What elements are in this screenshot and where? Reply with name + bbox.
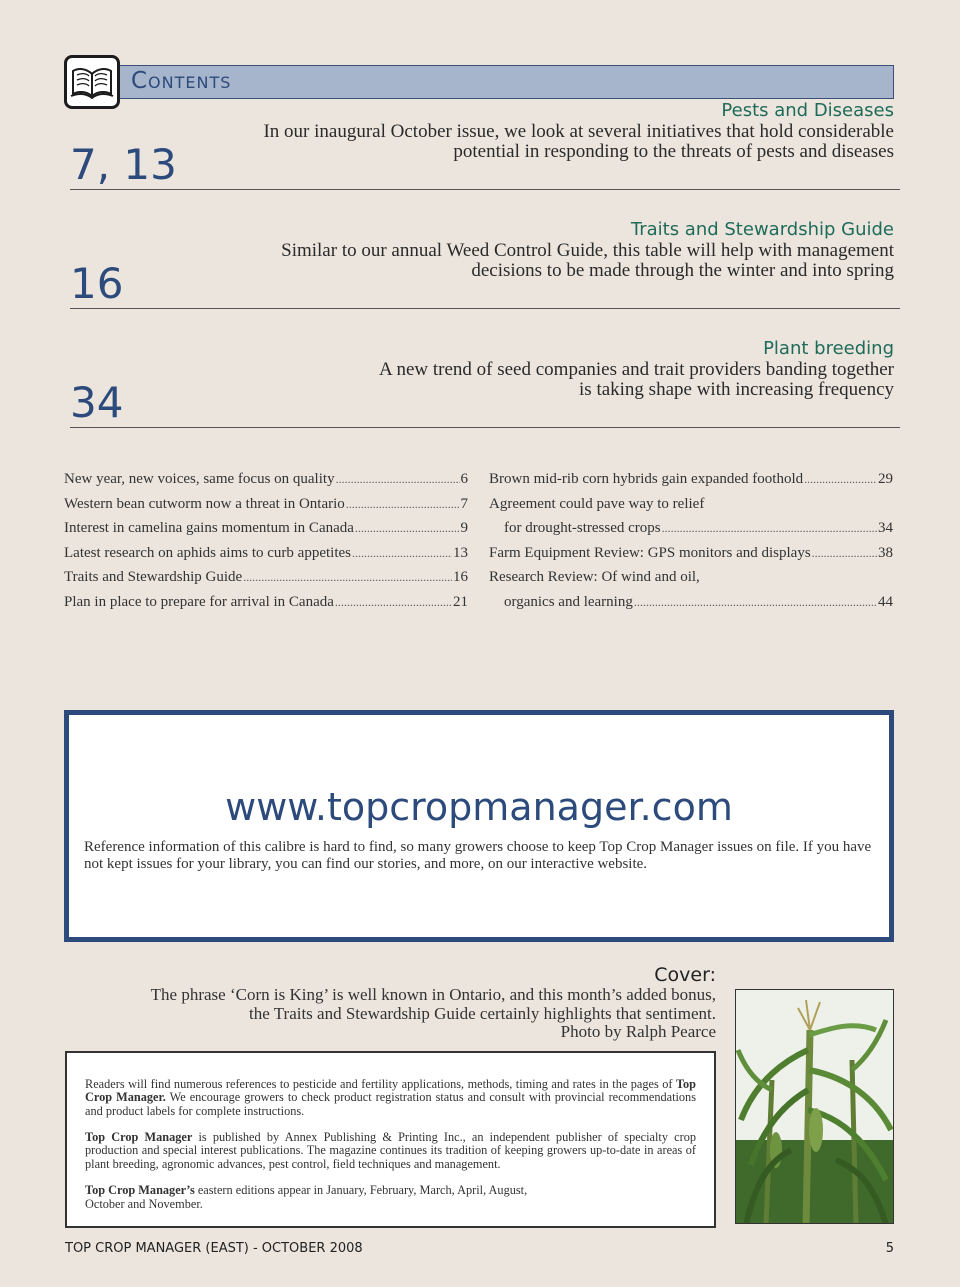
publisher-text: is published by Annex Publishing & Printing Inc., an independent publisher of specialty crop production and special interest publications. The magazine continues its tradition of keeping growers up-to-date in areas of plant breeding, agronomic advances, pest control, field techniques and management. [85,1130,696,1171]
publication-name: Top Crop Manager [85,1130,193,1145]
feature-description-line: decisions to be made through the winter and into spring [471,260,894,281]
toc-item[interactable] [64,471,468,496]
cover-caption-line: the Traits and Stewardship Guide certainly highlights that sentiment. [249,1003,716,1023]
toc-item-page: 21 [453,593,468,610]
website-reference-text: Reference information of this calibre is hard to find, so many growers choose to keep Top Crop Manager issues on file. If you have not kept issues for your library, you can find our stories, and more, on our interactive website. [84,839,872,872]
cover-label: Cover: [654,964,716,986]
toc-item[interactable] [64,569,468,594]
toc-item-title: New year, new voices, same focus on quality [64,471,335,487]
toc-item-title: Research Review: Of wind and oil, [489,569,700,586]
website-url-link[interactable]: www.topcropmanager.com [225,785,733,829]
publication-name: Top Crop Manager’s [85,1183,195,1198]
feature-description-line: Similar to our annual Weed Control Guide, this table will help with management [281,240,894,261]
toc-item-title: Agreement could pave way to relief [489,495,705,512]
cover-photo-corn [735,989,894,1224]
toc-item-page: 38 [878,544,893,561]
toc-item-title: Brown mid-rib corn hybrids gain expanded foothold [489,471,804,487]
feature-traits-stewardship[interactable] [70,219,900,309]
feature-description-line: is taking shape with increasing frequency [579,379,894,400]
disclaimer-box [65,1051,716,1228]
toc-leader-dots [346,497,460,512]
disclaimer-paragraph [85,1078,696,1118]
contents-title-bar [118,65,894,99]
feature-description-line: potential in responding to the threats of pests and diseases [453,141,894,162]
feature-title: Plant breeding [763,338,894,359]
toc-item-page: 13 [453,544,468,561]
cover-photo-credit: Photo by Ralph Pearce [560,1022,716,1041]
toc-item-page: 7 [460,495,468,512]
toc-item[interactable] [64,545,468,570]
feature-plant-breeding[interactable] [70,338,900,428]
editions-text: October and November. [85,1196,203,1211]
cover-caption [76,986,716,1042]
toc-leader-dots [336,472,460,487]
contents-title: Contents [131,68,232,94]
feature-description-line: A new trend of seed companies and trait providers banding together [379,359,894,380]
toc-item-title: Interest in camelina gains momentum in Canada [64,520,354,537]
toc-item-title: Plan in place to prepare for arrival in Canada [64,593,334,610]
feature-description [194,360,894,400]
toc-item-page: 6 [460,471,468,487]
toc-leader-dots [355,521,460,536]
toc-leader-dots [352,546,452,561]
toc-item[interactable] [64,594,468,619]
disclaimer-text: Readers will find numerous references to pesticide and fertility applications, methods, timing and rates in the pages of [85,1077,676,1091]
toc-item[interactable] [489,545,893,570]
toc-left-column [64,471,468,619]
toc-right-column [489,471,893,619]
publisher-paragraph [85,1131,696,1171]
publication-name: Top Crop Manager. [85,1077,696,1105]
cover-caption-line: The phrase ‘Corn is King’ is well known in Ontario, and this month’s added bonus, [150,985,716,1004]
feature-description [194,241,894,281]
toc-leader-dots [804,472,877,487]
feature-page-number: 16 [70,259,124,308]
footer-page-number: 5 [885,1241,894,1256]
feature-pests-diseases[interactable] [70,100,900,190]
toc-item-page: 16 [453,569,468,586]
toc-item-page: 9 [460,520,468,537]
toc-item-title: Western bean cutworm now a threat in Ontario [64,495,345,512]
toc-item[interactable] [64,496,468,521]
feature-page-number: 7, 13 [70,140,177,189]
toc-leader-dots [662,521,877,536]
toc-item-page: 34 [878,520,893,537]
toc-item[interactable] [64,520,468,545]
toc-leader-dots [335,595,452,610]
editions-paragraph [85,1184,696,1211]
toc-item-title: organics and learning [504,593,633,610]
toc-item-title: Latest research on aphids aims to curb appetites [64,544,351,561]
toc-item-title: Traits and Stewardship Guide [64,569,243,586]
toc-item[interactable] [489,594,893,619]
feature-description [194,122,894,162]
toc-item-page: 44 [878,593,893,610]
toc-leader-dots [634,595,877,610]
toc-leader-dots [812,546,877,561]
feature-title: Traits and Stewardship Guide [630,219,894,240]
toc-item-title: Farm Equipment Review: GPS monitors and displays [489,544,811,561]
footer-publication: TOP CROP MANAGER (EAST) - OCTOBER 2008 [65,1241,363,1256]
editions-text: eastern editions appear in January, February, March, April, August, [194,1183,528,1198]
toc-leader-dots [243,570,452,585]
disclaimer-text: We encourage growers to check product registration status and consult with provincial recommendations and product labels for complete instructions. [85,1090,696,1118]
toc-item[interactable] [489,569,893,594]
feature-title: Pests and Diseases [721,100,894,121]
toc-item-page: 29 [878,471,893,487]
toc-item[interactable] [489,520,893,545]
toc-item-title: for drought-stressed crops [504,520,661,537]
feature-description-line: In our inaugural October issue, we look at several initiatives that hold considerable [263,121,894,142]
feature-page-number: 34 [70,378,124,427]
website-promo-box [64,710,894,942]
toc-item[interactable] [489,471,893,496]
toc-item[interactable] [489,496,893,521]
